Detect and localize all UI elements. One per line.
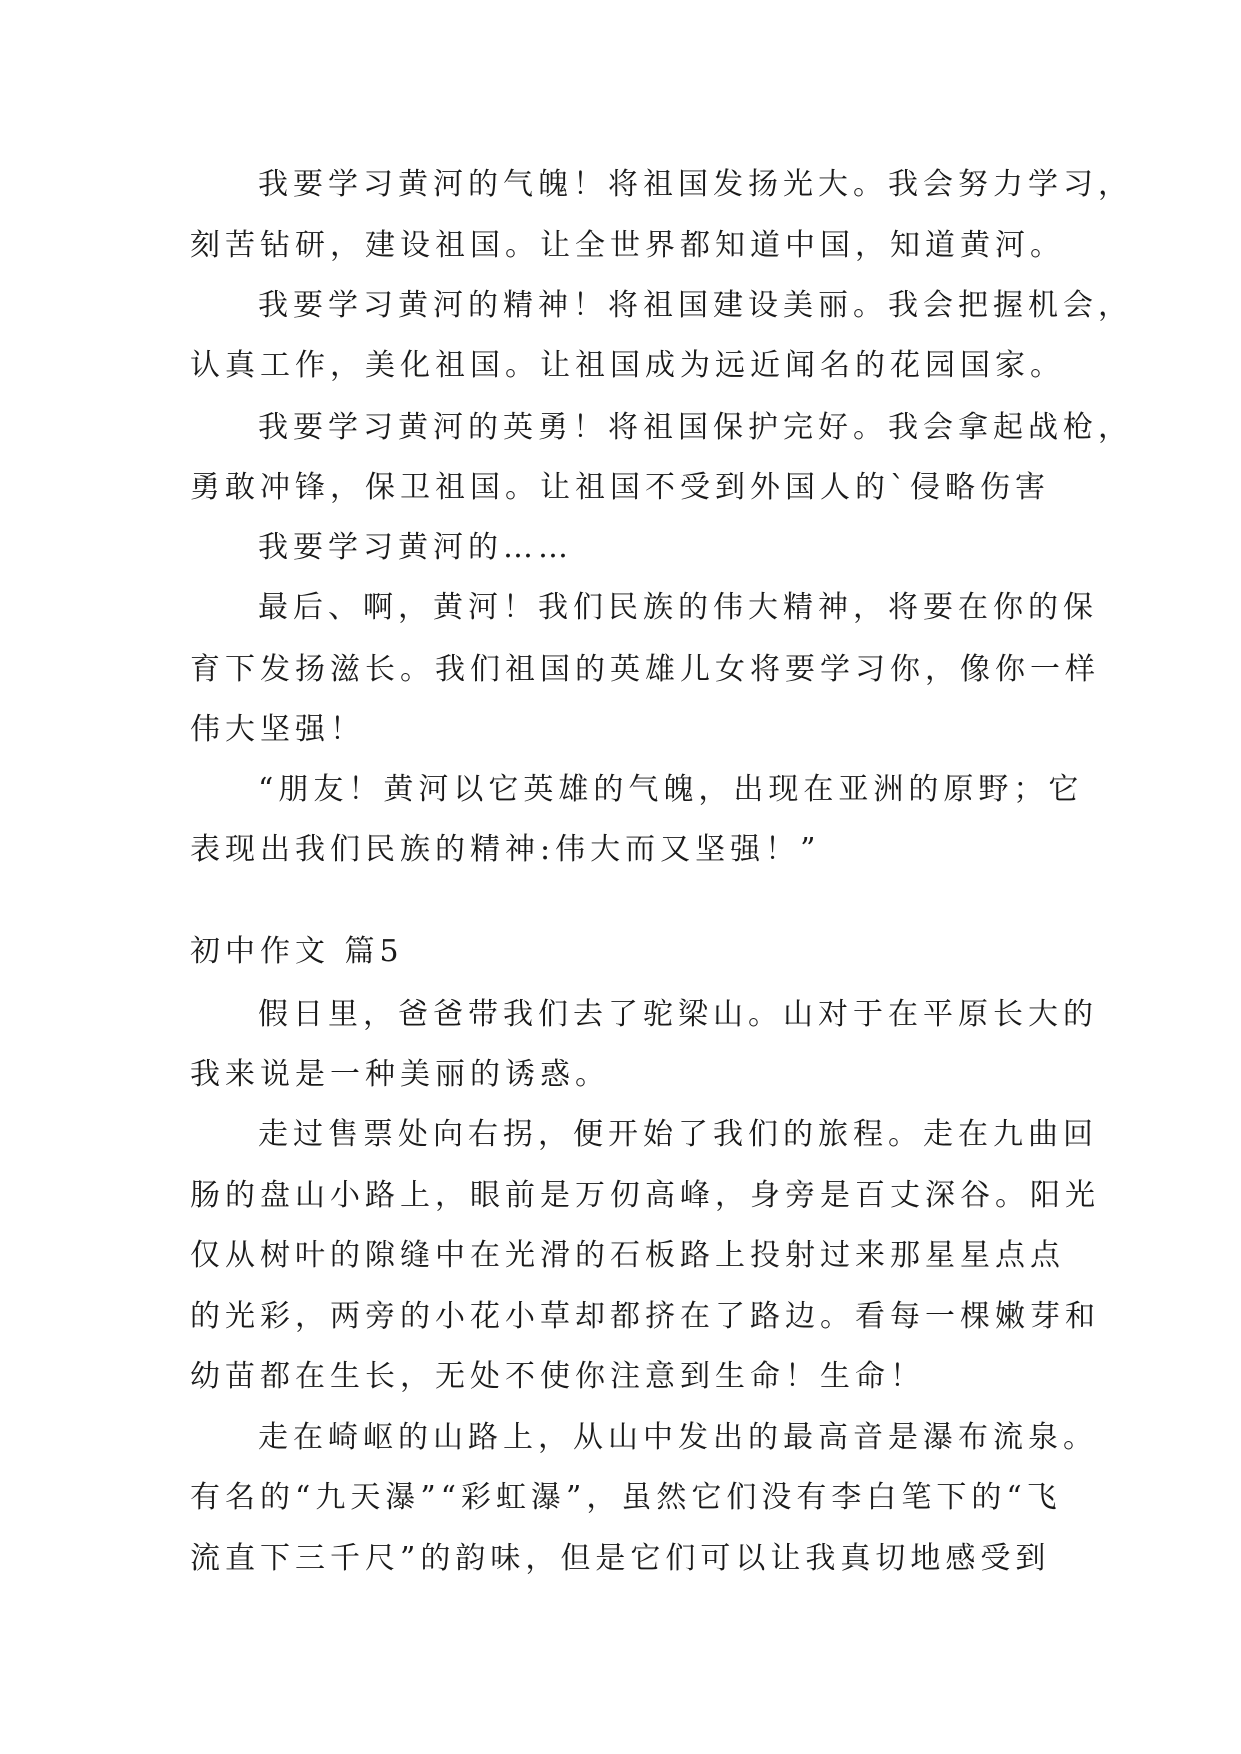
paragraph-line: 刻苦钻研，建设祖国。让全世界都知道中国，知道黄河。	[190, 228, 1065, 263]
paragraph-line: 勇敢冲锋，保卫祖国。让祖国不受到外国人的`侵略伤害	[190, 470, 1050, 505]
paragraph-line: 肠的盘山小路上，眼前是万仞高峰，身旁是百丈深谷。阳光	[190, 1178, 1100, 1213]
paragraph-line: 认真工作，美化祖国。让祖国成为远近闻名的花园国家。	[190, 348, 1065, 383]
paragraph-line: “朋友！黄河以它英雄的气魄，出现在亚洲的原野；它	[258, 772, 1084, 807]
paragraph-line: 伟大坚强！	[190, 712, 365, 747]
paragraph-line: 流直下三千尺”的韵味，但是它们可以让我真切地感受到	[190, 1541, 1051, 1576]
paragraph-line: 仅从树叶的隙缝中在光滑的石板路上投射过来那星星点点	[190, 1238, 1065, 1273]
paragraph-line: 表现出我们民族的精神:伟大而又坚强！”	[190, 832, 821, 867]
paragraph-line: 育下发扬滋长。我们祖国的英雄儿女将要学习你，像你一样	[190, 652, 1100, 687]
paragraph-line: 走过售票处向右拐，便开始了我们的旅程。走在九曲回	[258, 1117, 1098, 1152]
paragraph-line: 我要学习黄河的气魄！将祖国发扬光大。我会努力学习，	[258, 167, 1133, 202]
paragraph-line: 的光彩，两旁的小花小草却都挤在了路边。看每一棵嫩芽和	[190, 1299, 1100, 1334]
paragraph-line: 我要学习黄河的……	[258, 530, 573, 565]
paragraph-line: 我要学习黄河的精神！将祖国建设美丽。我会把握机会，	[258, 288, 1133, 323]
paragraph-line: 幼苗都在生长，无处不使你注意到生命！生命！	[190, 1359, 925, 1394]
paragraph-line: 有名的“九天瀑”“彩虹瀑”，虽然它们没有李白笔下的“飞	[190, 1480, 1062, 1515]
paragraph-line: 走在崎岖的山路上，从山中发出的最高音是瀑布流泉。	[258, 1420, 1098, 1455]
paragraph-line: 我要学习黄河的英勇！将祖国保护完好。我会拿起战枪，	[258, 410, 1133, 445]
paragraph-line: 我来说是一种美丽的诱惑。	[190, 1057, 610, 1092]
section-heading: 初中作文 篇5	[190, 934, 404, 969]
paragraph-line: 假日里，爸爸带我们去了驼梁山。山对于在平原长大的	[258, 997, 1098, 1032]
paragraph-line: 最后、啊，黄河！我们民族的伟大精神，将要在你的保	[258, 590, 1098, 625]
